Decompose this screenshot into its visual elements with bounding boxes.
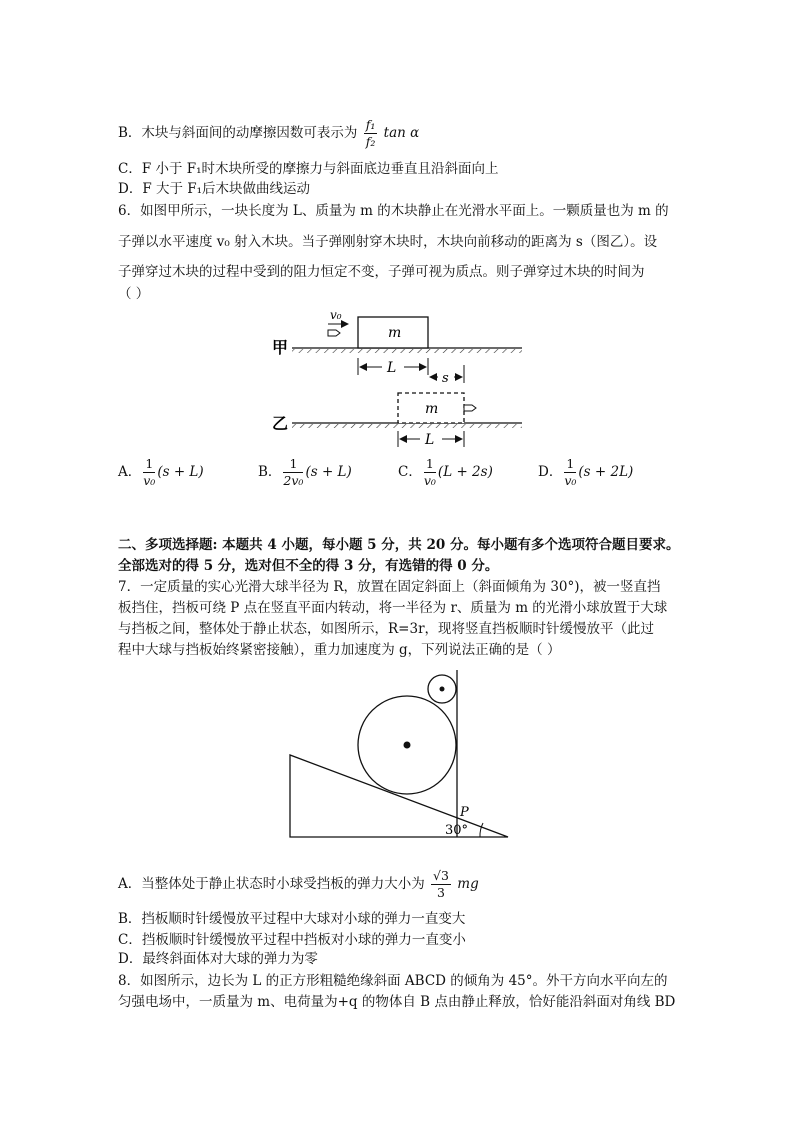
q7-option-c: C．挡板顺时针缓慢放平过程中挡板对小球的弹力一直变小	[118, 932, 466, 948]
q7-stem-line1: 7．一定质量的实心光滑大球半径为 R，放置在固定斜面上（斜面倾角为 30°)，被一竖直挡	[118, 579, 661, 595]
q5-option-d: D．F 大于 F₁后木块做曲线运动	[118, 181, 311, 197]
fraction-denominator: v₀	[423, 473, 436, 488]
q7-stem-line2: 板挡住，挡板可绕 P 点在竖直平面内转动，将一半径为 r、质量为 m 的光滑小球放置于大球	[118, 600, 668, 616]
dim-L-jia: L	[387, 360, 397, 376]
fraction-numerator: 1	[564, 456, 576, 473]
q7-stem-line3: 与挡板之间，整体处于静止状态，如图所示，R=3r，现将竖直挡板顺时针缓慢放平（此过	[118, 621, 655, 637]
option-letter: B．	[258, 464, 282, 480]
q5-option-b-text: B．木块与斜面间的动摩擦因数可表示为	[118, 125, 358, 141]
bullet-yi	[464, 405, 476, 411]
q7-option-a	[118, 868, 479, 901]
q5-option-b-fraction	[364, 117, 378, 150]
velocity-label: v₀	[330, 308, 342, 322]
q7-option-a-fraction	[431, 868, 451, 901]
q8-stem-line2: 匀强电场中，一质量为 m、电荷量为+q 的物体自 B 点由静止释放，恰好能沿斜面对角线 BD	[118, 994, 676, 1010]
fraction-denominator: v₀	[564, 473, 577, 488]
fraction-numerator: 1	[143, 456, 155, 473]
option-letter: C．	[398, 464, 422, 480]
dim-L-yi: L	[425, 432, 435, 448]
fraction-numerator: f₁	[365, 117, 376, 132]
angle-label: 30°	[445, 823, 469, 838]
option-expression: (s + 2L)	[578, 464, 634, 480]
dim-s: s	[442, 371, 449, 386]
option-letter: A．	[118, 464, 142, 480]
option-letter: D．	[538, 464, 563, 480]
q6-stem-line3: 子弹穿过木块的过程中受到的阻力恒定不变，子弹可视为质点。则子弹穿过木块的时间为	[118, 264, 645, 280]
option-expression: (L + 2s)	[437, 464, 493, 480]
q7-option-a-suffix: mg	[457, 876, 479, 892]
option-fraction	[564, 456, 576, 489]
big-ball-center	[404, 742, 411, 749]
fraction-numerator: 1	[424, 456, 436, 473]
option-fraction	[424, 456, 436, 489]
section2-heading-line1: 二、多项选择题: 本题共 4 小题，每小题 5 分，共 20 分。每小题有多个选项符合题目要求。	[118, 537, 680, 553]
option-expression: (s + L)	[157, 464, 204, 480]
q6-stem-line1: 6．如图甲所示，一块长度为 L、质量为 m 的木块静止在光滑水平面上。一颗质量也为 m 的	[118, 203, 669, 219]
q6-option-c	[398, 456, 493, 489]
block-yi-mass: m	[425, 401, 439, 417]
q6-stem-line2: 子弹以水平速度 v₀ 射入木块。当子弹刚射穿木块时，木块向前移动的距离为 s（图乙）。设	[118, 234, 658, 250]
q7-option-a-text: A．当整体处于静止状态时小球受挡板的弹力大小为	[118, 876, 425, 892]
q7-stem-line4: 程中大球与挡板始终紧密接触），重力加速度为 g，下列说法正确的是（ ）	[118, 642, 561, 658]
fraction-denominator: v₀	[143, 473, 156, 488]
fraction-denominator: 3	[437, 885, 445, 900]
q5-option-b	[118, 117, 419, 150]
fraction-numerator: √3	[433, 868, 449, 883]
block-jia-mass: m	[388, 325, 402, 341]
bullet-jia	[328, 330, 340, 336]
label-jia: 甲	[272, 338, 289, 357]
q6-option-d	[538, 456, 633, 489]
label-yi: 乙	[272, 414, 289, 433]
q6-stem-line4: （ ）	[118, 286, 150, 302]
q7-option-b: B．挡板顺时针缓慢放平过程中大球对小球的弹力一直变大	[118, 911, 466, 927]
ground-hatch-yi	[292, 424, 522, 428]
q6-option-a	[118, 456, 204, 489]
q6-option-b	[258, 456, 352, 489]
q5-option-b-suffix: tan α	[383, 125, 420, 141]
q6-figure	[270, 305, 530, 450]
option-fraction	[143, 456, 155, 489]
ground-hatch-jia	[292, 349, 522, 353]
option-expression: (s + L)	[305, 464, 352, 480]
q5-option-c: C．F 小于 F₁时木块所受的摩擦力与斜面底边垂直且沿斜面向上	[118, 161, 499, 177]
option-fraction	[283, 456, 303, 489]
small-ball-center	[440, 687, 445, 692]
q7-option-d: D．最终斜面体对大球的弹力为零	[118, 951, 318, 967]
q7-figure	[280, 660, 520, 840]
fraction-denominator: f₂	[365, 134, 376, 149]
section2-heading-line2: 全部选对的得 5 分，选对但不全的得 3 分，有选错的得 0 分。	[118, 558, 499, 574]
point-p-label: P	[460, 805, 469, 820]
q8-stem-line1: 8．如图所示，边长为 L 的正方形粗糙绝缘斜面 ABCD 的倾角为 45°。外干方向水平向左的	[118, 973, 668, 989]
fraction-numerator: 1	[283, 456, 303, 473]
fraction-denominator: 2v₀	[283, 473, 304, 488]
